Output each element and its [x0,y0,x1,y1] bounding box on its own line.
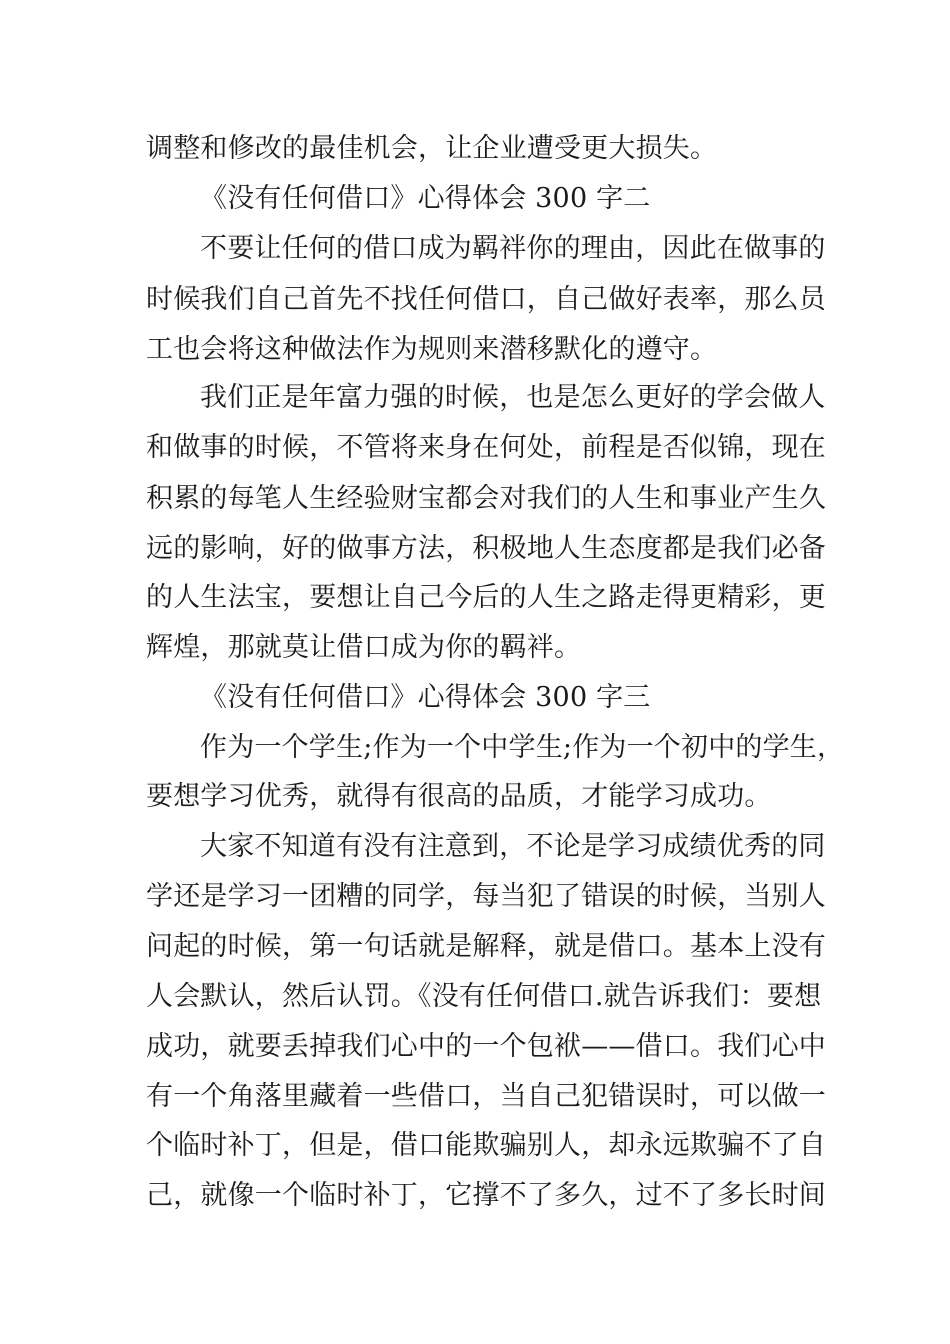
text-line: 不要让任何的借口成为羁袢你的理由，因此在做事的 [200,233,826,264]
text-line: 学还是学习一团糟的同学，每当犯了错误的时候，当别人 [146,881,826,912]
text-line: 辉煌，那就莫让借口成为你的羁袢。 [146,632,582,663]
text-line: 问起的时候，第一句话就是解释，就是借口。基本上没有 [146,931,826,962]
text-line: 工也会将这种做法作为规则来潜移默化的遵守。 [146,334,718,365]
section-heading: 《没有任何借口》心得体会 300 字三 [200,682,651,713]
section-heading: 《没有任何借口》心得体会 300 字二 [200,183,651,214]
text-line: 调整和修改的最佳机会，让企业遭受更大损失。 [146,133,718,164]
text-line: 远的影响，好的做事方法，积极地人生态度都是我们必备 [146,533,826,564]
text-line: 和做事的时候，不管将来身在何处，前程是否似锦，现在 [146,432,826,463]
text-line: 作为一个学生;作为一个中学生;作为一个初中的学生， [200,732,845,763]
text-line: 人会默认，然后认罚。《没有任何借口.就告诉我们：要想 [146,981,822,1012]
text-line: 我们正是年富力强的时候，也是怎么更好的学会做人 [200,382,826,413]
text-line: 的人生法宝，要想让自己今后的人生之路走得更精彩，更 [146,582,826,613]
text-line: 成功，就要丢掉我们心中的一个包袱——借口。我们心中 [146,1031,826,1062]
text-line: 己，就像一个临时补丁，它撑不了多久，过不了多长时间 [146,1180,826,1211]
text-line: 要想学习优秀，就得有很高的品质，才能学习成功。 [146,781,772,812]
text-line: 大家不知道有没有注意到，不论是学习成绩优秀的同 [200,831,826,862]
text-line: 有一个角落里藏着一些借口，当自己犯错误时，可以做一 [146,1081,826,1112]
text-line: 个临时补丁，但是，借口能欺骗别人，却永远欺骗不了自 [146,1130,826,1161]
text-line: 时候我们自己首先不找任何借口，自己做好表率，那么员 [146,284,826,315]
text-line: 积累的每笔人生经验财宝都会对我们的人生和事业产生久 [146,483,826,514]
